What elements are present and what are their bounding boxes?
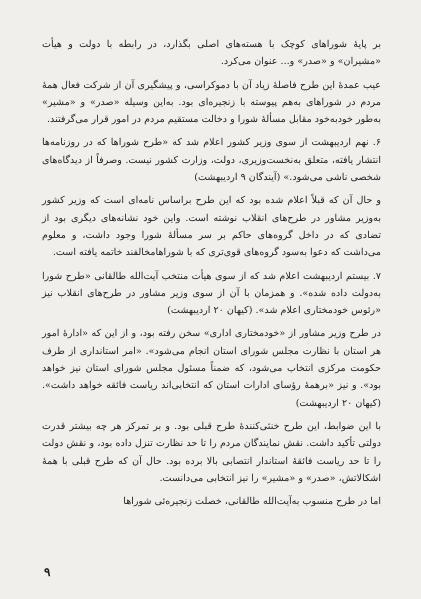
paragraph-7: با این ضوابط، این طرح خنثی‌کنندهٔ طرح قبلی بود. و بر تمرکز هر چه بیشتر قدرت دولتی تأکید داشت. نقش نمایندگان مردم را تا حد نظارت تنزل داده بود، و نقش دولت را تا حد ریاست فائقهٔ استاندار انتصابی بالا برده بود. حال آن که طرح قبلی با همهٔ اشکالاتش، «صدر» و «مشیر» را نیز انتخابی می‌دانست. bbox=[42, 420, 381, 484]
paragraph-2: عیب عمدهٔ این طرح فاصلهٔ زیاد آن با دموکراسی، و پیشگیری آن از شرکت فعال همهٔ مردم در شوراهای به‌هم پیوسته با زنجیره‌ای بود. به‌این وسیله «صدر» و «مشیر» به‌طور خودبه‌خود مقابل مسألهٔ شورا و دخالت مستقیم مردم در امور قرار می‌گرفتند. bbox=[42, 79, 381, 126]
paragraph-4: و حال آن که قبلاً اعلام شده بود که این طرح براساس نامه‌ای است که وزیر کشور به‌وزیر مشاور در طرح‌های انقلاب نوشته است. واین خود نشانه‌های دیگری بود از تضادی که در داخل گروه‌های حاکم بر سر مسألهٔ شورا وجود داشت، و معلوم می‌داشت که دعوا به‌سود گروه‌های قوی‌تری که با شوراهامخالفند خاتمه یافته است. bbox=[42, 195, 381, 259]
paragraph-6: در طرح وزیر مشاور از «خودمختاری اداری» سخن رفته بود، و از این که «ادارهٔ امور هر استان با نظارت مجلس شورای استان انجام می‌شود». «امر استانداری از طرف حکومت مرکزی انتخاب می‌شود، که ضمناً مسئول مجلس شورای استان نیز خواهد بود». و نیز «برهمهٔ رؤسای ادارات استان که انتخابی‌اند ریاست فائقه خواهد داشت».(کیهان ۲۰ اردیبهشت) bbox=[42, 328, 381, 409]
paragraph-3: ۶. نهم اردیبهشت از سوی وزیر کشور اعلام شد که «طرح شوراها که در روزنامه‌ها انتشار یافته، متعلق به‌نخست‌وزیری، دولت، وزارت کشور نیست. وصرفاً از دیدگاه‌های شخصی ناشی می‌شود.» (آیندگان ۹ اردیبهشت) bbox=[42, 137, 381, 184]
paragraph-1: بر پایهٔ شوراهای کوچک با هسته‌های اصلی بگذارد، در رابطه با دولت و هیأت «مشیران» و «صدر» و... عنوان می‌کرد. bbox=[42, 39, 381, 68]
paragraph-8: اما در طرح منسوب به‌آیت‌الله طالقانی، خصلت زنجیره‌ئی شوراها bbox=[123, 496, 381, 508]
page-number: ۹ bbox=[44, 565, 51, 579]
paragraph-5: ۷. بیستم اردیبهشت اعلام شد که از سوی هیأت منتخب آیت‌الله طالقانی «طرح شورا به‌دولت داده شده». و همزمان با آن از سوی وزیر مشاور در طرح‌های انقلاب نیز «رئوس خودمختاری اعلام شد». (کیهان ۲۰ اردیبهشت) bbox=[42, 270, 381, 317]
